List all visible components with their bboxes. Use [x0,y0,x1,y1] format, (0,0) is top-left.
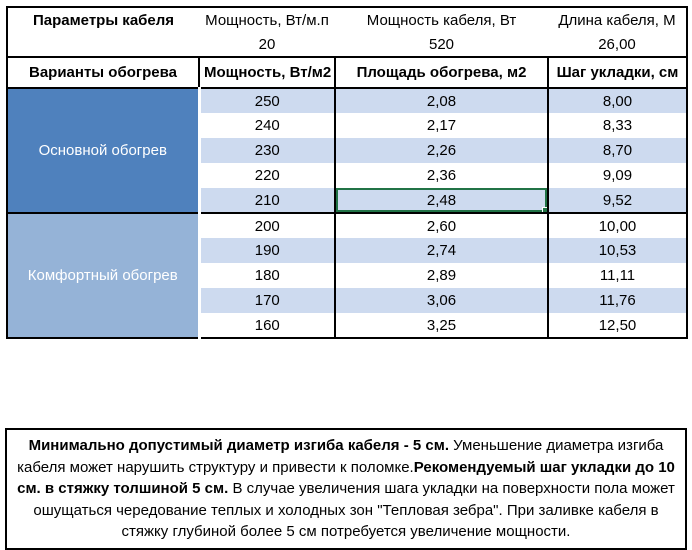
note-run-bold-2: Рекомендуемый шаг укладки до 10 см. в стяжку толшиной 5 см. [17,458,675,497]
group-label-primary[interactable]: Основной обогрев [7,88,199,213]
cell-step[interactable]: 8,70 [548,138,687,163]
note-box [5,428,687,550]
cell-area[interactable]: 3,06 [335,288,548,313]
note-run-regular-1: Уменьшение диаметра изгиба кабеля может нарушить структуру и привести к поломке. [17,437,664,476]
col-header-area[interactable]: Площадь обогрева, м2 [335,57,548,88]
cell-power[interactable]: 210 [199,188,335,213]
cell-step[interactable]: 8,00 [548,88,687,113]
fill-handle[interactable] [542,207,548,213]
cell-power[interactable]: 190 [199,238,335,263]
cell-step[interactable]: 10,53 [548,238,687,263]
cell-cable-power-value[interactable]: 520 [428,35,455,53]
cell-area[interactable]: 2,36 [335,163,548,188]
cell-power[interactable]: 180 [199,263,335,288]
cell-cable-length-label[interactable]: Длина кабеля, М [558,11,676,29]
cell-step[interactable]: 8,33 [548,113,687,138]
cell-power-per-m-label[interactable]: Мощность, Вт/м.п [205,11,329,29]
cell-area[interactable]: 2,08 [335,88,548,113]
cell-power[interactable]: 240 [199,113,335,138]
cell-step[interactable]: 11,76 [548,288,687,313]
cell-power[interactable]: 230 [199,138,335,163]
cell-empty[interactable] [7,32,199,57]
table-row [7,213,687,238]
cell-params-title[interactable]: Параметры кабеля [32,11,175,29]
cell-power[interactable]: 170 [199,288,335,313]
group-label-comfort[interactable]: Комфортный обогрев [7,213,199,338]
cell-cable-power-label[interactable]: Мощность кабеля, Вт [366,11,517,29]
cell-step[interactable]: 11,11 [548,263,687,288]
cell-power[interactable]: 160 [199,313,335,338]
cell-step[interactable]: 10,00 [548,213,687,238]
note-run-bold-1: Минимально допустимый диаметр изгиба кабеля - 5 см. [28,437,454,454]
cell-area[interactable]: 2,17 [335,113,548,138]
cell-area[interactable]: 2,74 [335,238,548,263]
col-header-variants[interactable]: Варианты обогрева [7,57,199,88]
heating-cable-table [6,6,688,339]
cell-power[interactable]: 200 [199,213,335,238]
cell-cable-length-value[interactable]: 26,00 [598,35,636,53]
cell-step[interactable]: 12,50 [548,313,687,338]
table-row [7,88,687,113]
cell-area[interactable]: 2,89 [335,263,548,288]
selected-cell[interactable]: 2,48 [335,188,548,213]
cell-area[interactable]: 2,26 [335,138,548,163]
cell-power-per-m-value[interactable]: 20 [258,35,276,53]
cell-area[interactable]: 3,25 [335,313,548,338]
cell-power[interactable]: 220 [199,163,335,188]
col-header-step[interactable]: Шаг укладки, см [548,57,687,88]
cell-power[interactable]: 250 [199,88,335,113]
note-run-regular-2: В случае увеличения шага укладки на поверхности пола может ошущаться чередование теплых и холодных зон "Тепловая зебра". При заливке кабеля в стяжку глубиной более 5 см потребуется увеличение мощности. [33,480,675,540]
cell-area[interactable]: 2,60 [335,213,548,238]
cell-step[interactable]: 9,09 [548,163,687,188]
cell-step[interactable]: 9,52 [548,188,687,213]
col-header-power[interactable]: Мощность, Вт/м2 [199,57,335,88]
